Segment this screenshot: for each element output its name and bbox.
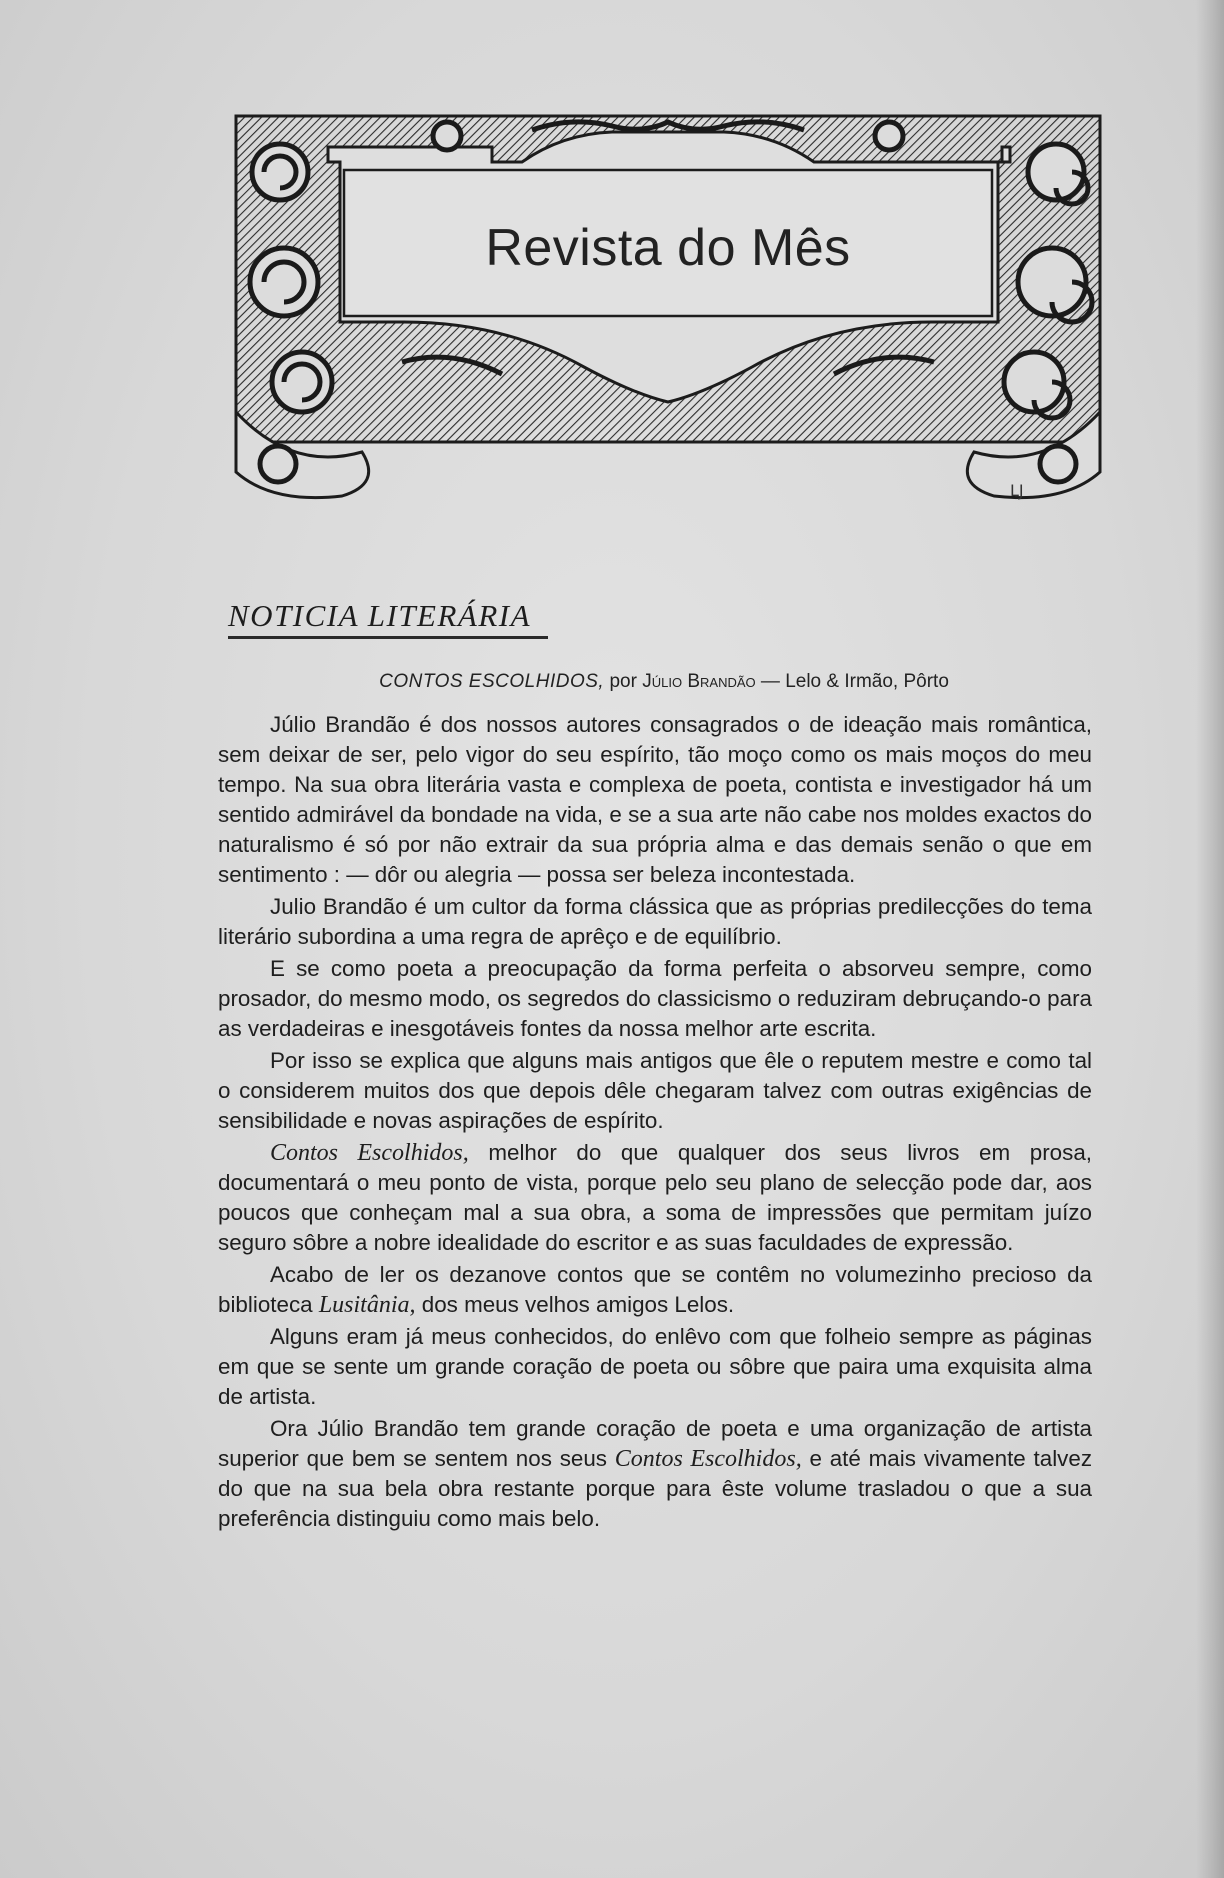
ornamental-frame-icon xyxy=(232,112,1104,502)
article-body xyxy=(218,710,1092,1536)
section-heading-underline xyxy=(228,636,548,639)
section-heading: NOTICIA LITERÁRIA xyxy=(228,598,532,633)
book-title-inline-2: Contos Escolhidos, xyxy=(614,1446,802,1472)
paragraph-5-text: melhor do que qualquer dos seus livros em prosa, documentará o meu ponto de vista, porque pelo seu plano de selecção pode dar, aos poucos que conheçam mal a sua obra, a soma de impressões que permitam juízo seguro sôbre a nobre idealidade do escritor e as suas faculdades de expressão. xyxy=(218,1140,1092,1255)
paragraph-7: Alguns eram já meus conhecidos, do enlêvo com que folheio sempre as páginas em que se sente um grande coração de poeta ou sôbre que paira uma exquisita alma de artista. xyxy=(218,1324,1092,1409)
paragraph-1: Júlio Brandão é dos nossos autores consagrados o de ideação mais romântica, sem deixar de ser, pelo vigor do seu espírito, tão moço como os mais moços do meu tempo. Na sua obra literária vasta e complexa de poeta, contista e investigador há um sentido admirável da bondade na vida, e se a sua arte não cabe nos moldes exactos do naturalismo é só por não extrair da sua própria alma e das demais senão o que em sentimento : — dôr ou alegria — possa ser beleza incontestada. xyxy=(218,712,1092,887)
paragraph-6-text-a: Acabo de ler os dezanove contos que se contêm no volumezinho precioso da biblioteca xyxy=(218,1262,1092,1317)
book-by: por xyxy=(604,671,643,692)
paragraph-5 xyxy=(218,1138,1092,1258)
paragraph-8-text-b: e até mais vivamente talvez do que na sua bela obra restante porque para êste volume trasladou o que a sua preferência distinguiu como mais belo. xyxy=(218,1446,1093,1531)
book-title-inline: Contos Escolhidos, xyxy=(270,1140,469,1166)
paragraph-6-text-b: dos meus velhos amigos Lelos. xyxy=(415,1292,735,1317)
header-ornament xyxy=(232,112,1104,502)
paragraph-8 xyxy=(218,1414,1092,1534)
collection-title-inline: Lusitânia, xyxy=(318,1292,416,1318)
book-publisher: — Lelo & Irmão, Pôrto xyxy=(755,671,949,692)
paragraph-4: Por isso se explica que alguns mais antigos que êle o reputem mestre e como tal o considerem muitos dos que depois dêle chegaram talvez com outras exigências de sensibilidade e novas aspirações de espírito. xyxy=(218,1048,1092,1133)
book-title: CONTOS ESCOLHIDOS, xyxy=(379,671,605,692)
ornament-signature: LJ xyxy=(1010,481,1024,500)
paragraph-8-text-a: Ora Júlio Brandão tem grande coração de poeta e uma organização de artista superior que bem se sentem nos seus xyxy=(218,1416,1092,1471)
paragraph-3: E se como poeta a preocupação da forma perfeita o absorveu sempre, como prosador, do mesmo modo, os segredos do classicismo o reduziram debruçando-o para as verdadeiras e inesgotáveis fontes da nossa melhor arte escrita. xyxy=(218,956,1092,1041)
book-reference xyxy=(228,671,1100,693)
page-title: Revista do Mês xyxy=(485,219,851,277)
page-edge-shadow xyxy=(1196,0,1224,1878)
paragraph-2: Julio Brandão é um cultor da forma clássica que as próprias predilecções do tema literário subordina a uma regra de aprêço e de equilíbrio. xyxy=(218,894,1092,949)
paragraph-6 xyxy=(218,1260,1092,1320)
book-author: Júlio Brandão xyxy=(642,671,756,692)
